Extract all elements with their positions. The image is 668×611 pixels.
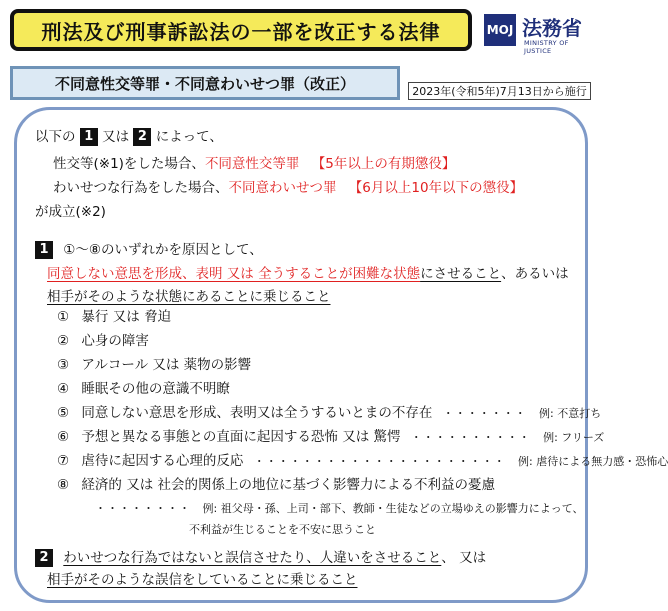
offense-1-penalty: 【5年以上の有期懲役】	[311, 156, 456, 172]
section1-condition-end: 、あるいは	[501, 266, 569, 282]
section1-condition-tail: にさせること	[420, 266, 502, 282]
list-item	[57, 332, 149, 350]
offense-2-name: 不同意わいせつ罪	[228, 180, 337, 196]
page-title: 刑法及び刑事訴訟法の一部を改正する法律	[10, 9, 472, 51]
item8-example	[95, 500, 583, 518]
item-text: 睡眠その他の意識不明瞭	[81, 381, 230, 397]
item-text: 経済的 又は 社会的関係上の地位に基づく影響力による不利益の憂慮	[81, 477, 495, 493]
item8-example-cont: 不利益が生じることを不安に思うこと	[189, 523, 376, 536]
section1-condition-b: 相手がそのような状態にあることに乗じること	[47, 289, 331, 305]
moj-logo-icon: MOJ	[484, 14, 516, 46]
item-mark: ④	[57, 381, 70, 397]
list-item	[57, 476, 495, 494]
list-item	[57, 380, 230, 398]
intro-offense-1	[53, 155, 455, 173]
item-mark: ②	[57, 333, 70, 349]
item-text: 心身の障害	[81, 333, 149, 349]
intro-pre: 以下の	[35, 129, 76, 145]
item-mark: ⑤	[57, 405, 70, 421]
item-leader-dots: ・・・・・・・・	[95, 502, 191, 515]
item-example: 例: 虐待による無力感・恐怖心	[518, 455, 668, 468]
list-item	[57, 428, 604, 447]
section2-condition-a: わいせつな行為ではないと誤信させたり、人違いをさせること	[63, 550, 442, 566]
intro-post: によって、	[155, 129, 223, 145]
section1-head	[35, 241, 263, 259]
item-leader-dots: ・・・・・・・	[442, 407, 527, 420]
item-leader-dots: ・・・・・・・・・・・・・・・・・・・・・	[253, 455, 506, 468]
item-mark: ⑥	[57, 429, 70, 445]
item-text: 同意しない意思を形成、表明又は全うするいとまの不存在	[81, 405, 433, 421]
intro-offense-2	[53, 179, 523, 197]
item-text: 虐待に起因する心理的反応	[81, 453, 244, 469]
section2-number: 2	[35, 549, 53, 567]
offense-1-condition: 性交等(※1)をした場合、	[53, 156, 205, 172]
section1-condition-a	[47, 265, 569, 283]
intro-number-2: 2	[133, 128, 151, 146]
item-text: 予想と異なる事態との直面に起因する恐怖 又は 驚愕	[81, 429, 401, 445]
offense-1-name: 不同意性交等罪	[204, 156, 300, 172]
intro-line	[35, 128, 223, 146]
item-mark: ③	[57, 357, 70, 373]
intro-mid: 又は	[102, 129, 130, 145]
section-title: 不同意性交等罪・不同意わいせつ罪（改正）	[10, 66, 400, 100]
item-mark: ①	[57, 309, 70, 325]
section1-heading: ①～⑧のいずれかを原因として、	[63, 242, 263, 258]
item-mark: ⑧	[57, 477, 70, 493]
item-text: アルコール 又は 薬物の影響	[81, 357, 252, 373]
list-item	[57, 308, 171, 326]
item-example: 例: 不意打ち	[539, 407, 602, 420]
section2-condition-b: 相手がそのような誤信をしていることに乗じること	[47, 572, 358, 588]
list-item	[57, 452, 668, 471]
section1-number: 1	[35, 241, 53, 259]
intro-number-1: 1	[80, 128, 98, 146]
list-item	[57, 356, 251, 374]
logo-subtitle: MINISTRY OF JUSTICE	[524, 39, 569, 55]
item-text: 暴行 又は 脅迫	[81, 309, 171, 325]
section2-head	[35, 549, 486, 567]
effective-date: 2023年(令和5年)7月13日から施行	[408, 82, 591, 100]
intro-established: が成立(※2)	[35, 204, 106, 220]
item-mark: ⑦	[57, 453, 70, 469]
logo-name: 法務省	[522, 16, 582, 40]
section2-condition-end: 、 又は	[441, 550, 487, 566]
list-item	[57, 404, 601, 423]
item-example: 例: フリーズ	[543, 431, 605, 444]
section1-condition-red: 同意しない意思を形成、表明 又は 全うすることが困難な状態	[47, 266, 421, 282]
offense-2-condition: わいせつな行為をした場合、	[53, 180, 229, 196]
item-leader-dots: ・・・・・・・・・・	[410, 431, 531, 444]
item-example: 例: 祖父母・孫、上司・部下、教師・生徒などの立場ゆえの影響力によって、	[202, 502, 584, 515]
moj-logo	[484, 12, 596, 55]
main-panel	[14, 107, 668, 603]
offense-2-penalty: 【6月以上10年以下の懲役】	[348, 180, 524, 196]
